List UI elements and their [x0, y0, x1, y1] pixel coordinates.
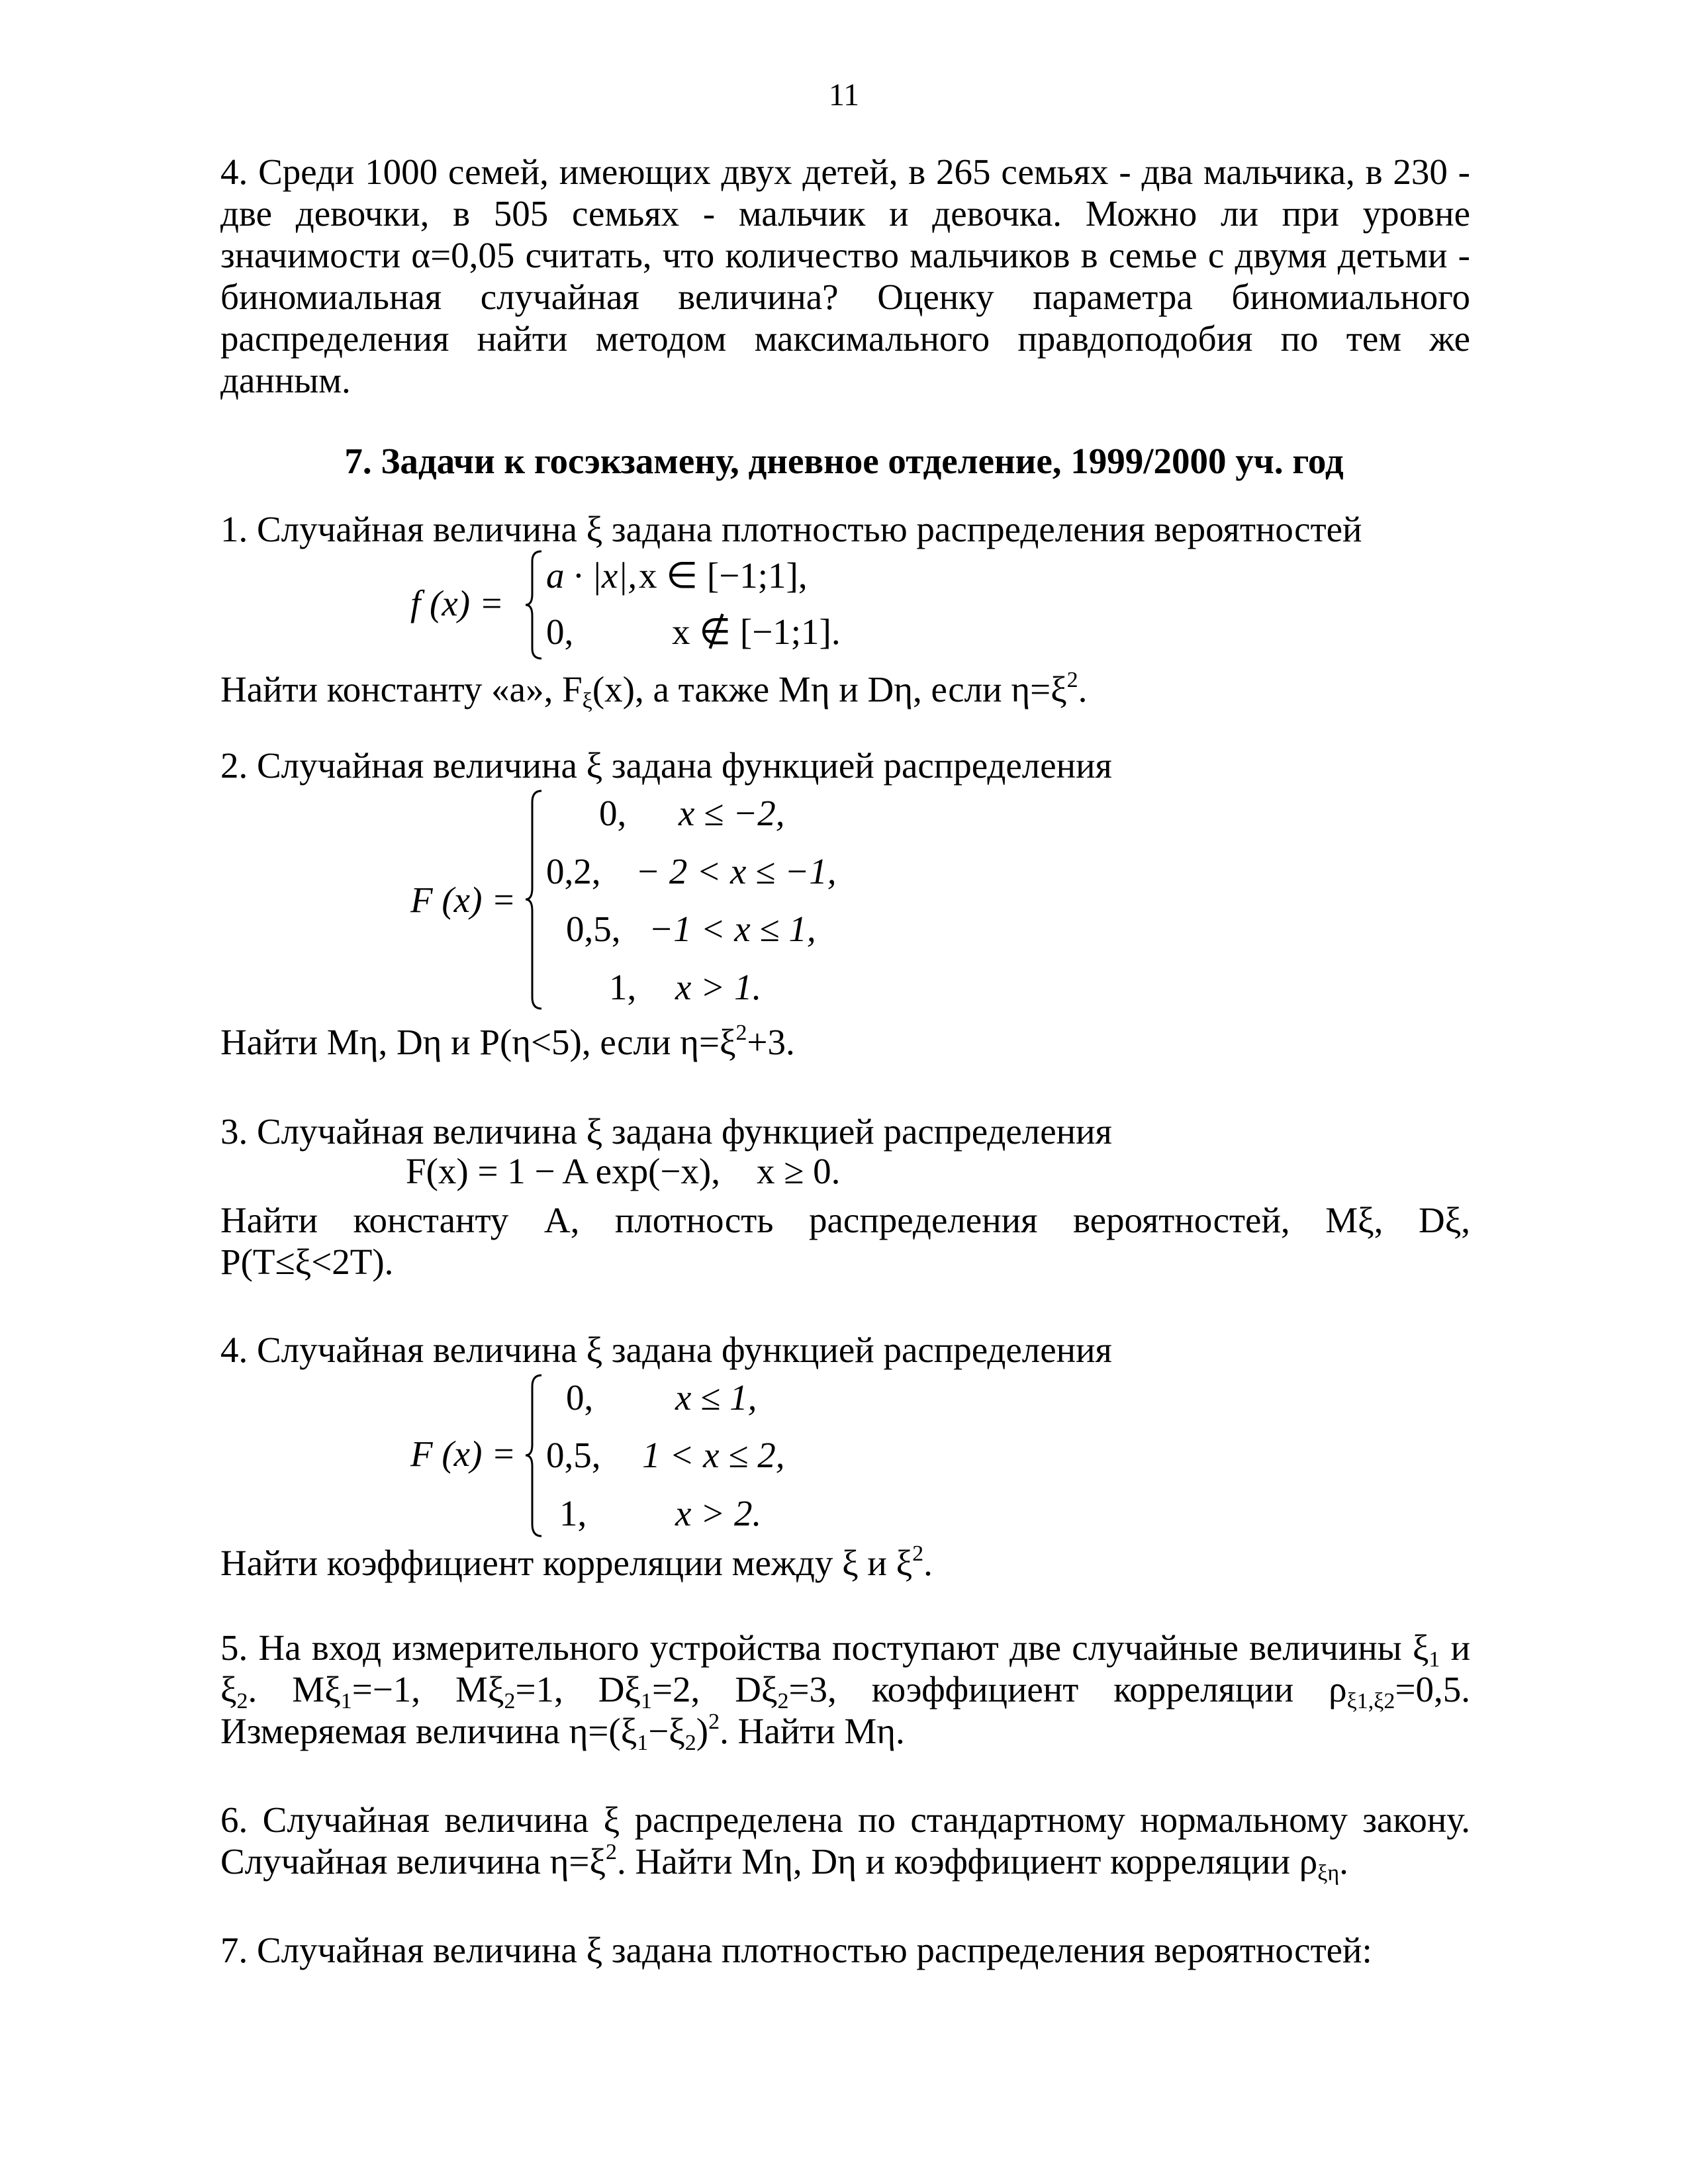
problem-4-prev [220, 151, 1470, 401]
left-brace-icon [524, 1373, 544, 1539]
text-line: 5. На вход измерительного устройства поступают две случайные величины $\xi_1$ и [220, 1627, 1470, 1672]
p3-question [220, 1199, 1470, 1283]
text-line: 6. Случайная величина ξ распределена по стандартному нормальному закону. [220, 1799, 1470, 1840]
text-line: Случайная величина $\eta=\xi^2$. Найти Mη, Dη и коэффициент корреляции $\rho_{\xi\eta}$. [220, 1840, 1348, 1886]
page-number: 11 [828, 77, 860, 113]
p4-distribution-formula: F (x) = 0, x ≤ 1, 0,5, 1 < x ≤ 2, 1, x > 2. [397, 1373, 927, 1539]
p4-intro: 4. Случайная величина ξ задана функцией распределения [220, 1330, 1112, 1370]
left-brace-icon [524, 789, 544, 1011]
section-heading: 7. Задачи к госэкзамену, дневное отделение, 1999/2000 уч. год [344, 441, 1344, 481]
p3-formula: F(x) = 1 − A exp(−x), x ≥ 0. [406, 1151, 841, 1191]
text-line: две девочки, в 505 семьях - мальчик и девочка. Можно ли при уровне [220, 193, 1470, 234]
p3-intro: 3. Случайная величина ξ задана функцией распределения [220, 1111, 1112, 1152]
text-line: значимости α=0,05 считать, что количество мальчиков в семье с двумя детьми - [220, 235, 1470, 275]
p5-text [220, 1627, 1470, 1755]
p1-question: Найти константу «а», $F_\xi(x)$, а также Mη и Dη, если $\eta=\xi^2$. [220, 668, 1088, 713]
text-line: 4. Среди 1000 семей, имеющих двух детей, в 265 семьях - два мальчика, в 230 - [220, 152, 1470, 192]
text-line: P(T≤ξ<2T). [220, 1242, 394, 1282]
p1-intro: 1. Случайная величина ξ задана плотностью распределения вероятностей [220, 509, 1362, 549]
p7-intro: 7. Случайная величина ξ задана плотностью распределения вероятностей: [220, 1930, 1372, 1970]
formula-lhs: F (x) = [410, 880, 516, 920]
formula-lhs: f (x) = [410, 583, 504, 623]
text-line: распределения найти методом максимального правдоподобия по тем же [220, 318, 1470, 359]
left-brace-icon [524, 549, 544, 660]
p2-question: Найти Mη, Dη и P(η<5), если $\eta=\xi^2+3$. [220, 1021, 795, 1062]
text-line: $\xi_2$. $M\xi_1=-1$, $M\xi_2=1$, $D\xi_1=2$, $D\xi_2=3$, коэффициент корреляции $\rho_{\xi 1,\xi 2}=0,5$. [220, 1669, 1470, 1713]
text-line: данным. [220, 360, 351, 400]
text-line: Найти константу A, плотность распределения вероятностей, Mξ, Dξ, [220, 1200, 1470, 1240]
p2-distribution-formula: F (x) = 0, x ≤ −2, 0,2, − 2 < x ≤ −1, 0,5, −1 < x ≤ 1, 1, x > 1. [397, 789, 927, 1014]
p1-density-formula: f (x) = a · |x|, x ∈ [−1;1], 0, x ∉ [−1;1]. [397, 548, 927, 660]
p4-question: Найти коэффициент корреляции между ξ и $\xi^2$. [220, 1541, 933, 1583]
p6-text [220, 1799, 1470, 1886]
text-line: Измеряемая величина $\eta=(\xi_1-\xi_2)^2$. Найти Mη. [220, 1709, 905, 1755]
p2-intro: 2. Случайная величина ξ задана функцией распределения [220, 745, 1112, 786]
text-line: биномиальная случайная величина? Оценку параметра биномиального [220, 277, 1470, 317]
formula-lhs: F (x) = [410, 1433, 516, 1474]
